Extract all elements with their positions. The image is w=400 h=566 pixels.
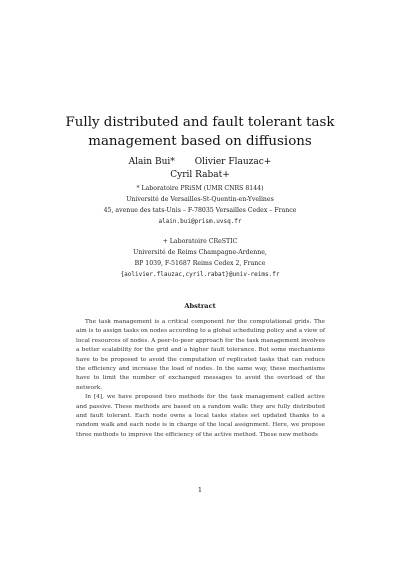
abstract-body	[76, 318, 325, 440]
author-block	[100, 156, 300, 182]
affiliation-name: + Laboratoire CReSTIC	[162, 238, 238, 245]
affiliation-university: Université de Versailles-St-Quentin-en-Yvelines	[126, 196, 274, 203]
affiliation-crestic	[40, 236, 360, 280]
author-row-1	[100, 156, 300, 169]
affiliation-address: BP 1039, F-51687 Reims Cedex 2, France	[134, 260, 266, 267]
affiliation-prism	[40, 183, 360, 227]
abstract-paragraph-2: In [4], we have proposed two methods for the task management called active and passive. These methods are based on a random walk: they are fully distributed and fault tolerant. Each node owns a local tasks states set updated thanks to a random walk and each node is in charge of the local assignment. Here, we propose three methods to improve the efficiency of the active method. These new methods	[76, 394, 325, 438]
abstract-paragraph-1: The task management is a critical component for the computational grids. The aim is to assign tasks on nodes according to a global scheduling policy and a view of local resources of nodes. A peer-to-peer approach for the task management involves a better scalability for the grid and a higher fault tolerance. But some mechanisms have to be proposed to avoid the computation of replicated tasks that can reduce the efficiency and increase the load of nodes. In the same way, these mechanisms have to limit the number of exchanged messages to avoid the overload of the network.	[76, 319, 325, 391]
page-number: 1	[197, 486, 203, 494]
author-olivier-flauzac: Olivier Flauzac+	[194, 157, 272, 167]
affiliation-email: {aolivier.flauzac,cyril.rabat}@univ-reims.fr	[120, 271, 280, 278]
abstract-heading: Abstract	[184, 302, 216, 310]
affiliation-email: alain.bui@prism.uvsq.fr	[158, 218, 242, 225]
paper-title	[60, 113, 340, 151]
affiliation-name: * Laboratoire PRiSM (UMR CNRS 8144)	[136, 185, 264, 192]
title-line-2: management based on diffusions	[88, 134, 312, 149]
affiliation-university: Université de Reims Champagne-Ardenne,	[133, 249, 267, 256]
affiliation-address: 45, avenue des tats-Unis – F-78035 Versailles Cedex – France	[103, 207, 297, 214]
author-cyril-rabat: Cyril Rabat+	[170, 170, 230, 180]
author-alain-bui: Alain Bui*	[128, 157, 175, 167]
title-line-1: Fully distributed and fault tolerant task	[65, 115, 335, 130]
